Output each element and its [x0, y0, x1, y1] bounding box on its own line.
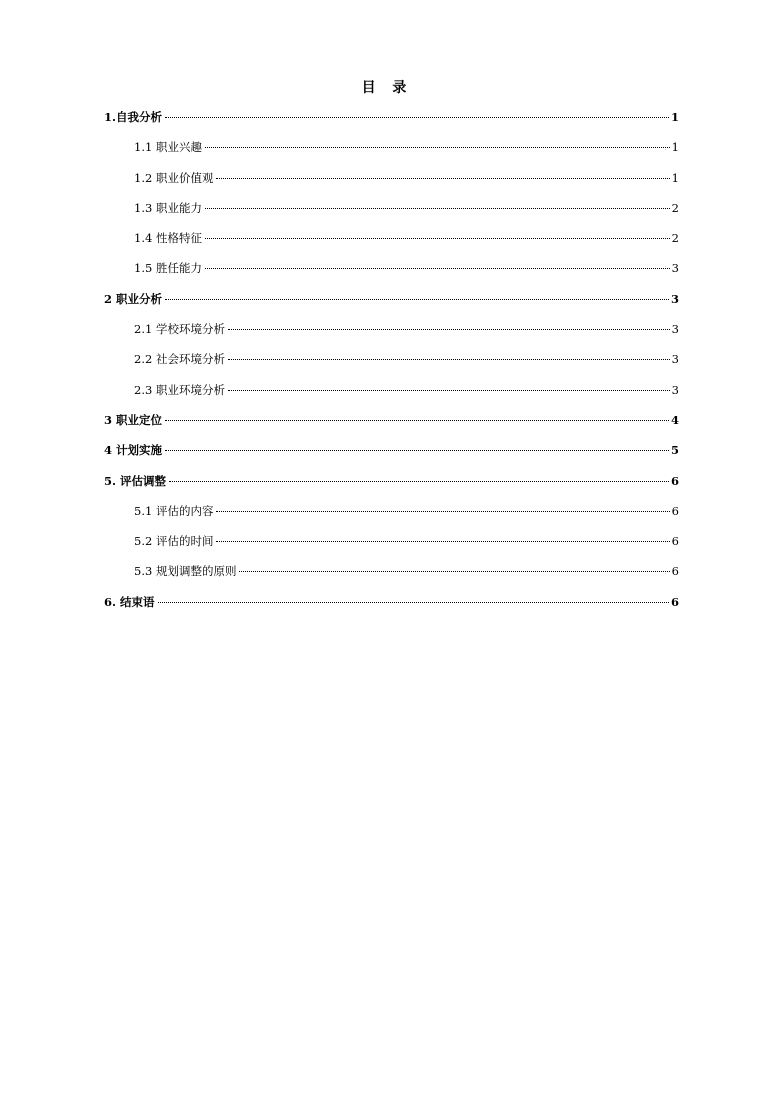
toc-entry-label: 3 职业定位 [104, 412, 163, 427]
toc-entry-label: 5.3 规划调整的原则 [134, 564, 237, 579]
toc-entry-page: 3 [671, 382, 679, 397]
toc-entry-page: 6 [671, 503, 679, 518]
toc-entry-page: 4 [670, 412, 679, 427]
toc-leader-dots [169, 481, 669, 482]
toc-leader-dots [165, 299, 669, 300]
toc-entry-label: 1.4 性格特征 [134, 231, 202, 246]
toc-leader-dots [228, 359, 670, 360]
toc-entry-page: 6 [670, 594, 679, 609]
toc-entry-page: 3 [670, 291, 679, 306]
toc-entry-page: 3 [671, 261, 679, 276]
toc-leader-dots [228, 390, 670, 391]
toc-entry[interactable] [104, 587, 679, 617]
toc-entry-page: 6 [671, 534, 679, 549]
toc-entry-page: 3 [671, 352, 679, 367]
toc-entry[interactable] [104, 466, 679, 496]
toc-entry-page: 1 [671, 140, 679, 155]
toc-entry-page: 6 [671, 564, 679, 579]
toc-entry[interactable] [104, 375, 679, 405]
toc-entry[interactable] [104, 284, 679, 314]
toc-leader-dots [216, 511, 669, 512]
toc-leader-dots [205, 147, 670, 148]
toc-entry-page: 2 [671, 200, 679, 215]
toc-entry[interactable] [104, 405, 679, 435]
toc-entry-label: 1.自我分析 [104, 110, 163, 124]
toc-leader-dots [165, 450, 669, 451]
toc-entry-page: 2 [671, 231, 679, 246]
toc-leader-dots [216, 178, 669, 179]
toc-leader-dots [158, 602, 669, 603]
toc-entry[interactable] [104, 223, 679, 253]
toc-entry[interactable] [104, 526, 679, 556]
toc-entry[interactable] [104, 102, 679, 132]
toc-entry[interactable] [104, 163, 679, 193]
toc-entry[interactable] [104, 193, 679, 223]
toc-entry-page: 3 [671, 322, 679, 337]
toc-entry-label: 5.1 评估的内容 [134, 503, 214, 518]
toc-entry-label: 5. 评估调整 [104, 473, 167, 488]
toc-leader-dots [205, 238, 670, 239]
toc-entry-label: 6. 结束语 [104, 594, 155, 609]
toc-leader-dots [239, 571, 669, 572]
toc-leader-dots [165, 117, 669, 118]
toc-entry[interactable] [104, 253, 679, 283]
toc-entry[interactable] [104, 344, 679, 374]
toc-leader-dots [205, 268, 670, 269]
toc-list [104, 102, 679, 617]
toc-entry[interactable] [104, 314, 679, 344]
toc-entry-label: 4 计划实施 [104, 443, 163, 458]
toc-entry-label: 2 职业分析 [104, 291, 163, 306]
toc-entry-label: 1.2 职业价值观 [134, 170, 214, 185]
toc-leader-dots [216, 541, 669, 542]
toc-entry[interactable] [104, 556, 679, 586]
toc-entry-page: 1 [670, 110, 679, 124]
toc-entry[interactable] [104, 132, 679, 162]
toc-leader-dots [205, 208, 670, 209]
toc-title: 目 录 [361, 80, 413, 96]
toc-entry-page: 1 [671, 170, 679, 185]
toc-entry-label: 2.2 社会环境分析 [134, 352, 225, 367]
toc-entry-label: 5.2 评估的时间 [134, 534, 214, 549]
toc-entry[interactable] [104, 496, 679, 526]
toc-entry-label: 2.3 职业环境分析 [134, 382, 225, 397]
toc-entry-page: 6 [670, 473, 679, 488]
toc-entry-label: 1.3 职业能力 [134, 200, 202, 215]
toc-entry-label: 2.1 学校环境分析 [134, 322, 225, 337]
toc-entry-label: 1.5 胜任能力 [134, 261, 202, 276]
toc-leader-dots [228, 329, 670, 330]
toc-entry-label: 1.1 职业兴趣 [134, 140, 202, 155]
toc-entry[interactable] [104, 435, 679, 465]
toc-entry-page: 5 [670, 443, 679, 458]
toc-leader-dots [165, 420, 669, 421]
